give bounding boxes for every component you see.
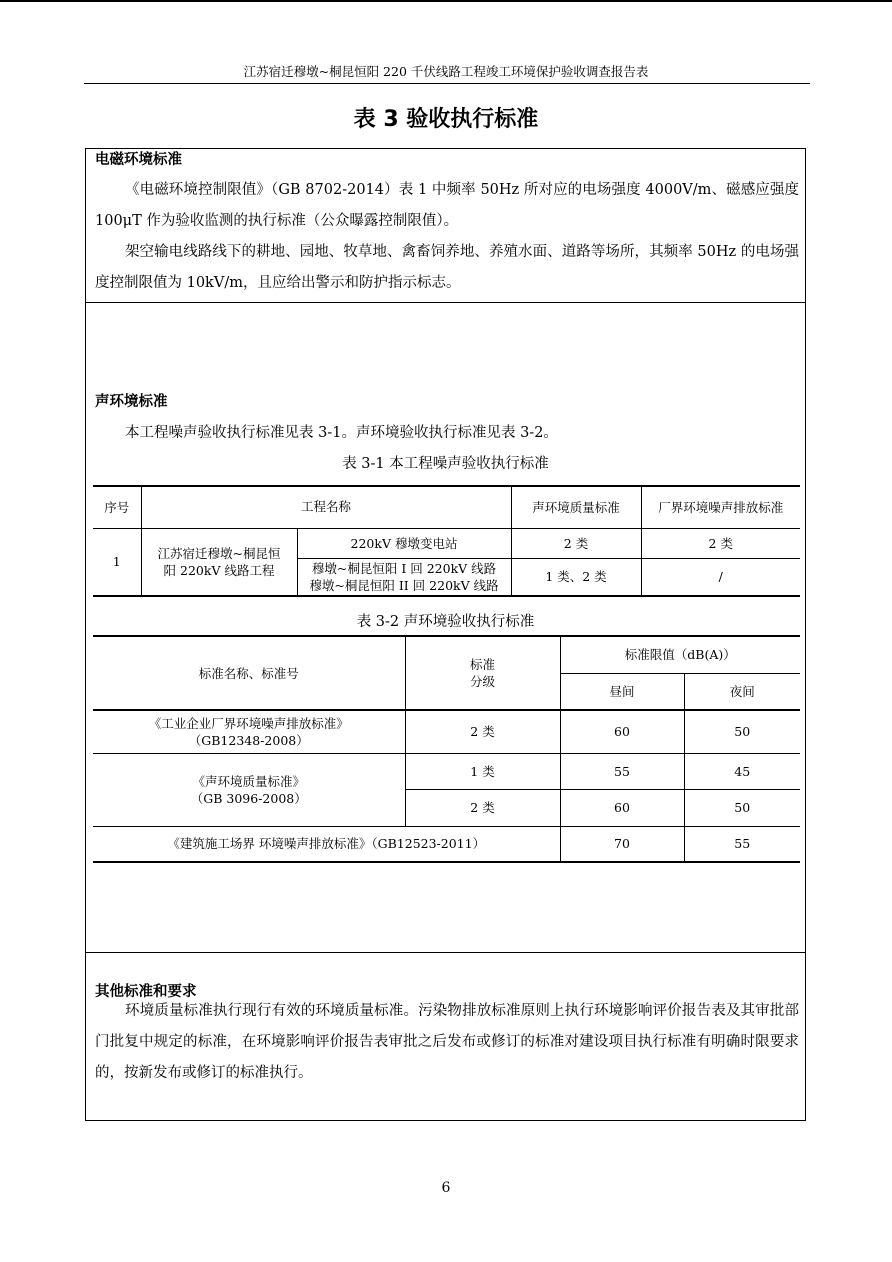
cell-night-limit: 45 — [684, 753, 800, 789]
col-header-boundary: 厂界环境噪声排放标准 — [641, 486, 800, 528]
cell-standard-name — [93, 753, 405, 826]
col-header-day: 昼间 — [560, 673, 684, 710]
section-divider-1 — [85, 302, 806, 303]
col-header-project-name: 工程名称 — [141, 486, 511, 528]
sound-environment-standard-table — [93, 635, 800, 863]
line-name-1: 穆墩~桐昆恒阳 I 回 220kV 线路 — [311, 560, 497, 576]
col-header-night: 夜间 — [684, 673, 800, 710]
table-header-row — [93, 486, 800, 528]
cell-substation-quality: 2 类 — [511, 528, 641, 558]
col-header-grade — [405, 636, 560, 710]
table-row — [93, 710, 800, 753]
other-paragraph: 环境质量标准执行现行有效的环境质量标准。污染物排放标准原则上执行环境影响评价报告表及其审批部门批复中规定的标准，在环境影响评价报告表审批之后发布或修订的标准对建设项目执行标准有明确时限要求的，按新发布或修订的标准执行。 — [95, 1003, 799, 1081]
cell-day-limit: 70 — [560, 826, 684, 862]
cell-night-limit: 50 — [684, 710, 800, 753]
cell-line-names — [297, 558, 511, 596]
header-rule — [84, 83, 810, 84]
page-number: 6 — [441, 1180, 451, 1196]
cell-night-limit: 50 — [684, 789, 800, 826]
col-header-quality: 声环境质量标准 — [511, 486, 641, 528]
section-divider-2 — [85, 952, 806, 953]
col-header-limit: 标准限值（dB(A)） — [560, 636, 800, 673]
page-title: 表 3 验收执行标准 — [353, 107, 539, 132]
cell-line-quality: 1 类、2 类 — [511, 558, 641, 596]
col-header-standard-name: 标准名称、标准号 — [93, 636, 405, 710]
cell-substation-name: 220kV 穆墩变电站 — [297, 528, 511, 558]
table-row — [93, 826, 800, 862]
table1-caption: 表 3-1 本工程噪声验收执行标准 — [342, 456, 549, 472]
standard-name-line2: （GB12348-2008） — [188, 732, 309, 748]
cell-day-limit: 55 — [560, 753, 684, 789]
cell-row-no: 1 — [93, 528, 141, 596]
sound-intro: 本工程噪声验收执行标准见表 3-1。声环境验收执行标准见表 3-2。 — [125, 425, 558, 441]
cell-day-limit: 60 — [560, 710, 684, 753]
sound-section-heading: 声环境标准 — [95, 394, 168, 410]
cell-line-boundary: / — [641, 558, 800, 596]
cell-substation-boundary: 2 类 — [641, 528, 800, 558]
table-row — [93, 753, 800, 789]
line-name-2: 穆墩~桐昆恒阳 II 回 220kV 线路 — [309, 577, 499, 593]
cell-grade: 2 类 — [405, 789, 560, 826]
other-section-heading: 其他标准和要求 — [95, 984, 197, 1000]
standard-name-line2: （GB 3096-2008） — [190, 790, 307, 806]
cell-grade: 2 类 — [405, 710, 560, 753]
standard-name-line1: 《声环境质量标准》 — [192, 773, 305, 789]
cell-grade: 1 类 — [405, 753, 560, 789]
table-header-row — [93, 636, 800, 673]
running-header: 江苏宿迁穆墩~桐昆恒阳 220 千伏线路工程竣工环境保护验收调查报告表 — [243, 64, 649, 79]
grade-header-line1: 标准 — [469, 657, 495, 672]
cell-standard-name: 《建筑施工场界 环境噪声排放标准》（GB12523-2011） — [93, 826, 560, 862]
cell-project-name: 江苏宿迁穆墩~桐昆恒阳 220kV 线路工程 — [141, 528, 297, 596]
col-header-no: 序号 — [93, 486, 141, 528]
em-paragraph-2: 架空输电线路线下的耕地、园地、牧草地、禽畜饲养地、养殖水面、道路等场所，其频率 50Hz 的电场强度控制限值为 10kV/m，且应给出警示和防护指示标志。 — [95, 244, 799, 291]
em-section-heading: 电磁环境标准 — [95, 152, 182, 168]
table-row — [93, 528, 800, 558]
standard-name-line1: 《工业企业厂界环境噪声排放标准》 — [148, 715, 349, 731]
cell-night-limit: 55 — [684, 826, 800, 862]
grade-header-line2: 分级 — [469, 674, 495, 689]
cell-standard-name — [93, 710, 405, 753]
em-paragraph-1: 《电磁环境控制限值》（GB 8702-2014）表 1 中频率 50Hz 所对应的电场强度 4000V/m、磁感应强度 100μT 作为验收监测的执行标准（公众曝露控制限值）。 — [95, 182, 799, 229]
table2-caption: 表 3-2 声环境验收执行标准 — [356, 614, 535, 630]
top-border-line — [0, 0, 892, 2]
cell-day-limit: 60 — [560, 789, 684, 826]
noise-standard-table — [93, 485, 800, 597]
